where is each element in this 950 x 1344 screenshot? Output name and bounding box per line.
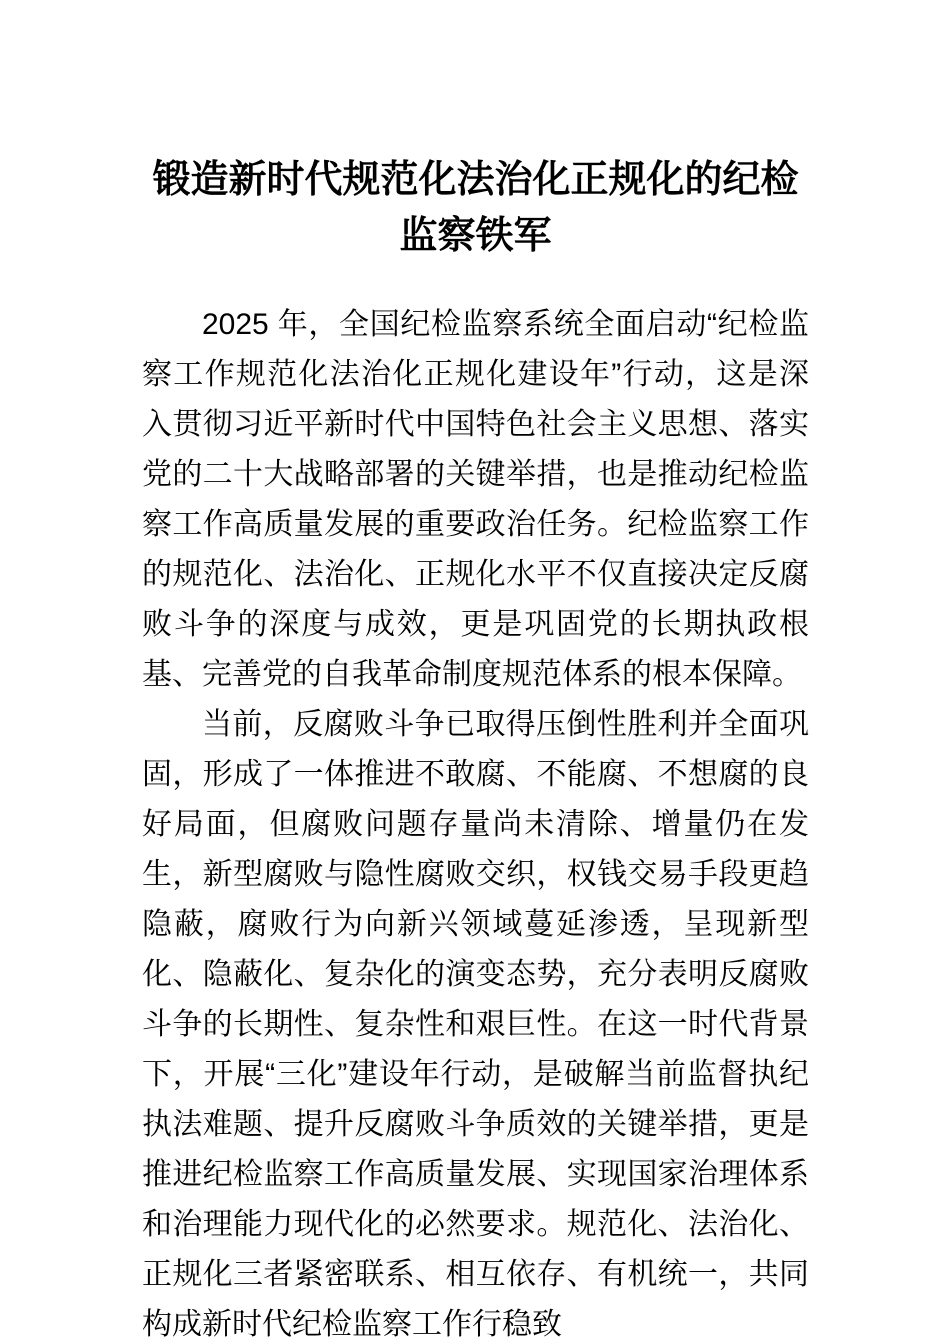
document-paragraph-1: 2025 年，全国纪检监察系统全面启动“纪检监察工作规范化法治化正规化建设年”行动，这是深入贯彻习近平新时代中国特色社会主义思想、落实党的二十大战略部署的关键举措，也是推动纪检监察工作高质量发展的重要政治任务。纪检监察工作的规范化、法治化、正规化水平不仅直接决定反腐败斗争的深度与成效，更是巩固党的长期执政根基、完善党的自我革命制度规范体系的根本保障。	[142, 308, 809, 691]
document-paragraph-2: 当前，反腐败斗争已取得压倒性胜利并全面巩固，形成了一体推进不敢腐、不能腐、不想腐的良好局面，但腐败问题存量尚未清除、增量仍在发生，新型腐败与隐性腐败交织，权钱交易手段更趋隐蔽，腐败行为向新兴领域蔓延渗透，呈现新型化、隐蔽化、复杂化的演变态势，充分表明反腐败斗争的长期性、复杂性和艰巨性。在这一时代背景下，开展“三化”建设年行动，是破解当前监督执纪执法难题、提升反腐败斗争质效的关键举措，更是推进纪检监察工作高质量发展、实现国家治理体系和治理能力现代化的必然要求。规范化、法治化、正规化三者紧密联系、相互依存、有机统一，共同构成新时代纪检监察工作行稳致	[142, 708, 809, 1341]
document-body	[142, 152, 809, 1344]
document-title: 锻造新时代规范化法治化正规化的纪检监察铁军	[152, 159, 799, 257]
